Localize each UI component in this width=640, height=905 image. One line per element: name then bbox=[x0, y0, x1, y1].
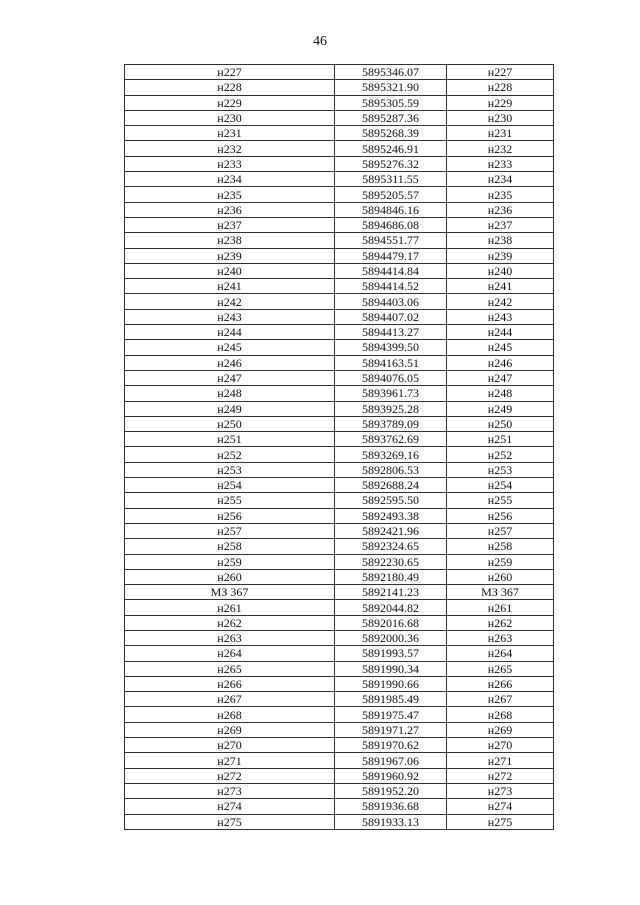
coordinate-cell: 5891993.57 bbox=[335, 646, 447, 661]
point-label-cell: н256 bbox=[447, 508, 554, 523]
point-label-cell: н239 bbox=[447, 248, 554, 263]
table-row bbox=[125, 814, 554, 829]
point-label-cell: н253 bbox=[125, 462, 335, 477]
point-label-cell: н235 bbox=[447, 187, 554, 202]
coordinate-cell: 5891936.68 bbox=[335, 799, 447, 814]
point-label-cell: н257 bbox=[125, 523, 335, 538]
coordinate-cell: 5895246.91 bbox=[335, 141, 447, 156]
point-label-cell: н231 bbox=[447, 126, 554, 141]
table-row bbox=[125, 279, 554, 294]
table-row bbox=[125, 80, 554, 95]
point-label-cell: н240 bbox=[447, 263, 554, 278]
point-label-cell: н260 bbox=[447, 569, 554, 584]
point-label-cell: н252 bbox=[447, 447, 554, 462]
coordinate-cell: 5895311.55 bbox=[335, 172, 447, 187]
point-label-cell: н269 bbox=[447, 722, 554, 737]
table-row bbox=[125, 753, 554, 768]
coordinate-cell: 5891970.62 bbox=[335, 738, 447, 753]
coordinate-cell: 5892806.53 bbox=[335, 462, 447, 477]
coordinate-cell: 5894686.08 bbox=[335, 217, 447, 232]
table-row bbox=[125, 65, 554, 80]
point-label-cell: н248 bbox=[447, 386, 554, 401]
point-label-cell: н266 bbox=[447, 676, 554, 691]
point-label-cell: н265 bbox=[125, 661, 335, 676]
coordinates-table-body bbox=[125, 65, 554, 830]
point-label-cell: н250 bbox=[125, 416, 335, 431]
point-label-cell: н264 bbox=[125, 646, 335, 661]
table-row bbox=[125, 493, 554, 508]
point-label-cell: н274 bbox=[125, 799, 335, 814]
table-row bbox=[125, 600, 554, 615]
coordinate-cell: 5893762.69 bbox=[335, 432, 447, 447]
table-row bbox=[125, 707, 554, 722]
point-label-cell: н236 bbox=[125, 202, 335, 217]
point-label-cell: н228 bbox=[447, 80, 554, 95]
point-label-cell: н250 bbox=[447, 416, 554, 431]
point-label-cell: н239 bbox=[125, 248, 335, 263]
table-row bbox=[125, 799, 554, 814]
point-label-cell: н260 bbox=[125, 569, 335, 584]
point-label-cell: н241 bbox=[447, 279, 554, 294]
coordinate-cell: 5893961.73 bbox=[335, 386, 447, 401]
point-label-cell: н273 bbox=[125, 783, 335, 798]
table-row bbox=[125, 217, 554, 232]
point-label-cell: МЗ 367 bbox=[447, 585, 554, 600]
point-label-cell: н268 bbox=[447, 707, 554, 722]
coordinate-cell: 5892141.23 bbox=[335, 585, 447, 600]
table-row bbox=[125, 478, 554, 493]
table-row bbox=[125, 187, 554, 202]
point-label-cell: н245 bbox=[447, 340, 554, 355]
point-label-cell: н256 bbox=[125, 508, 335, 523]
coordinate-cell: 5892688.24 bbox=[335, 478, 447, 493]
table-row bbox=[125, 172, 554, 187]
point-label-cell: н244 bbox=[125, 325, 335, 340]
table-row bbox=[125, 110, 554, 125]
point-label-cell: н267 bbox=[447, 692, 554, 707]
point-label-cell: МЗ 367 bbox=[125, 585, 335, 600]
table-row bbox=[125, 738, 554, 753]
point-label-cell: н242 bbox=[447, 294, 554, 309]
point-label-cell: н251 bbox=[447, 432, 554, 447]
table-row bbox=[125, 783, 554, 798]
point-label-cell: н244 bbox=[447, 325, 554, 340]
point-label-cell: н240 bbox=[125, 263, 335, 278]
table-row bbox=[125, 615, 554, 630]
point-label-cell: н230 bbox=[125, 110, 335, 125]
table-row bbox=[125, 676, 554, 691]
point-label-cell: н243 bbox=[447, 309, 554, 324]
point-label-cell: н261 bbox=[447, 600, 554, 615]
coordinate-cell: 5893925.28 bbox=[335, 401, 447, 416]
coordinate-cell: 5894479.17 bbox=[335, 248, 447, 263]
table-row bbox=[125, 401, 554, 416]
coordinate-cell: 5892595.50 bbox=[335, 493, 447, 508]
point-label-cell: н253 bbox=[447, 462, 554, 477]
point-label-cell: н249 bbox=[125, 401, 335, 416]
point-label-cell: н238 bbox=[125, 233, 335, 248]
table-row bbox=[125, 95, 554, 110]
coordinate-cell: 5894403.06 bbox=[335, 294, 447, 309]
coordinate-cell: 5895321.90 bbox=[335, 80, 447, 95]
point-label-cell: н249 bbox=[447, 401, 554, 416]
point-label-cell: н243 bbox=[125, 309, 335, 324]
coordinate-cell: 5891975.47 bbox=[335, 707, 447, 722]
point-label-cell: н263 bbox=[447, 630, 554, 645]
point-label-cell: н246 bbox=[125, 355, 335, 370]
table-row bbox=[125, 554, 554, 569]
point-label-cell: н274 bbox=[447, 799, 554, 814]
point-label-cell: н262 bbox=[447, 615, 554, 630]
point-label-cell: н269 bbox=[125, 722, 335, 737]
point-label-cell: н255 bbox=[447, 493, 554, 508]
point-label-cell: н263 bbox=[125, 630, 335, 645]
coordinate-cell: 5892493.38 bbox=[335, 508, 447, 523]
point-label-cell: н248 bbox=[125, 386, 335, 401]
table-row bbox=[125, 447, 554, 462]
point-label-cell: н235 bbox=[125, 187, 335, 202]
point-label-cell: н271 bbox=[447, 753, 554, 768]
table-row bbox=[125, 370, 554, 385]
coordinate-cell: 5891990.66 bbox=[335, 676, 447, 691]
table-row bbox=[125, 202, 554, 217]
coordinate-cell: 5895268.39 bbox=[335, 126, 447, 141]
coordinates-table bbox=[124, 64, 554, 830]
table-row bbox=[125, 141, 554, 156]
point-label-cell: н266 bbox=[125, 676, 335, 691]
point-label-cell: н236 bbox=[447, 202, 554, 217]
point-label-cell: н241 bbox=[125, 279, 335, 294]
point-label-cell: н259 bbox=[447, 554, 554, 569]
coordinate-cell: 5894846.16 bbox=[335, 202, 447, 217]
point-label-cell: н227 bbox=[447, 65, 554, 80]
point-label-cell: н227 bbox=[125, 65, 335, 80]
table-row bbox=[125, 585, 554, 600]
point-label-cell: н275 bbox=[447, 814, 554, 829]
point-label-cell: н261 bbox=[125, 600, 335, 615]
coordinate-cell: 5894413.27 bbox=[335, 325, 447, 340]
point-label-cell: н233 bbox=[447, 156, 554, 171]
coordinate-cell: 5894076.05 bbox=[335, 370, 447, 385]
table-row bbox=[125, 768, 554, 783]
point-label-cell: н264 bbox=[447, 646, 554, 661]
table-row bbox=[125, 416, 554, 431]
point-label-cell: н237 bbox=[447, 217, 554, 232]
point-label-cell: н267 bbox=[125, 692, 335, 707]
coordinate-cell: 5891990.34 bbox=[335, 661, 447, 676]
coordinate-cell: 5893269.16 bbox=[335, 447, 447, 462]
table-row bbox=[125, 248, 554, 263]
point-label-cell: н254 bbox=[125, 478, 335, 493]
point-label-cell: н258 bbox=[447, 539, 554, 554]
point-label-cell: н271 bbox=[125, 753, 335, 768]
point-label-cell: н258 bbox=[125, 539, 335, 554]
point-label-cell: н265 bbox=[447, 661, 554, 676]
point-label-cell: н238 bbox=[447, 233, 554, 248]
table-row bbox=[125, 630, 554, 645]
point-label-cell: н234 bbox=[125, 172, 335, 187]
point-label-cell: н247 bbox=[447, 370, 554, 385]
point-label-cell: н232 bbox=[125, 141, 335, 156]
coordinate-cell: 5891960.92 bbox=[335, 768, 447, 783]
coordinate-cell: 5895346.07 bbox=[335, 65, 447, 80]
point-label-cell: н268 bbox=[125, 707, 335, 722]
coordinate-cell: 5895287.36 bbox=[335, 110, 447, 125]
point-label-cell: н230 bbox=[447, 110, 554, 125]
table-row bbox=[125, 294, 554, 309]
table-row bbox=[125, 309, 554, 324]
coordinate-cell: 5891971.27 bbox=[335, 722, 447, 737]
point-label-cell: н237 bbox=[125, 217, 335, 232]
coordinate-cell: 5892421.96 bbox=[335, 523, 447, 538]
table-row bbox=[125, 722, 554, 737]
point-label-cell: н247 bbox=[125, 370, 335, 385]
page-number: 46 bbox=[313, 34, 327, 49]
table-row bbox=[125, 569, 554, 584]
table-row bbox=[125, 325, 554, 340]
point-label-cell: н257 bbox=[447, 523, 554, 538]
coordinate-cell: 5891967.06 bbox=[335, 753, 447, 768]
coordinate-cell: 5891933.13 bbox=[335, 814, 447, 829]
point-label-cell: н270 bbox=[447, 738, 554, 753]
point-label-cell: н254 bbox=[447, 478, 554, 493]
point-label-cell: н246 bbox=[447, 355, 554, 370]
table-row bbox=[125, 661, 554, 676]
point-label-cell: н232 bbox=[447, 141, 554, 156]
point-label-cell: н255 bbox=[125, 493, 335, 508]
table-row bbox=[125, 508, 554, 523]
table-row bbox=[125, 692, 554, 707]
point-label-cell: н252 bbox=[125, 447, 335, 462]
point-label-cell: н228 bbox=[125, 80, 335, 95]
table-row bbox=[125, 462, 554, 477]
table-row bbox=[125, 646, 554, 661]
point-label-cell: н242 bbox=[125, 294, 335, 309]
table-row bbox=[125, 355, 554, 370]
coordinate-cell: 5891985.49 bbox=[335, 692, 447, 707]
point-label-cell: н275 bbox=[125, 814, 335, 829]
table-row bbox=[125, 156, 554, 171]
coordinate-cell: 5892324.65 bbox=[335, 539, 447, 554]
table-row bbox=[125, 340, 554, 355]
point-label-cell: н231 bbox=[125, 126, 335, 141]
point-label-cell: н251 bbox=[125, 432, 335, 447]
point-label-cell: н262 bbox=[125, 615, 335, 630]
coordinate-cell: 5892044.82 bbox=[335, 600, 447, 615]
point-label-cell: н272 bbox=[447, 768, 554, 783]
point-label-cell: н229 bbox=[447, 95, 554, 110]
table-row bbox=[125, 432, 554, 447]
coordinate-cell: 5891952.20 bbox=[335, 783, 447, 798]
coordinate-cell: 5892000.36 bbox=[335, 630, 447, 645]
table-row bbox=[125, 233, 554, 248]
point-label-cell: н233 bbox=[125, 156, 335, 171]
coordinate-cell: 5892180.49 bbox=[335, 569, 447, 584]
point-label-cell: н270 bbox=[125, 738, 335, 753]
table-row bbox=[125, 523, 554, 538]
point-label-cell: н272 bbox=[125, 768, 335, 783]
coordinate-cell: 5894407.02 bbox=[335, 309, 447, 324]
table-row bbox=[125, 263, 554, 278]
point-label-cell: н259 bbox=[125, 554, 335, 569]
point-label-cell: н229 bbox=[125, 95, 335, 110]
table-row bbox=[125, 386, 554, 401]
point-label-cell: н234 bbox=[447, 172, 554, 187]
coordinate-cell: 5894399.50 bbox=[335, 340, 447, 355]
coordinate-cell: 5892016.68 bbox=[335, 615, 447, 630]
point-label-cell: н273 bbox=[447, 783, 554, 798]
coordinate-cell: 5893789.09 bbox=[335, 416, 447, 431]
table-row bbox=[125, 539, 554, 554]
coordinate-cell: 5894163.51 bbox=[335, 355, 447, 370]
coordinate-cell: 5894414.52 bbox=[335, 279, 447, 294]
coordinate-cell: 5895276.32 bbox=[335, 156, 447, 171]
coordinate-cell: 5892230.65 bbox=[335, 554, 447, 569]
table-row bbox=[125, 126, 554, 141]
coordinate-cell: 5895205.57 bbox=[335, 187, 447, 202]
coordinate-cell: 5895305.59 bbox=[335, 95, 447, 110]
coordinate-cell: 5894414.84 bbox=[335, 263, 447, 278]
coordinate-cell: 5894551.77 bbox=[335, 233, 447, 248]
point-label-cell: н245 bbox=[125, 340, 335, 355]
